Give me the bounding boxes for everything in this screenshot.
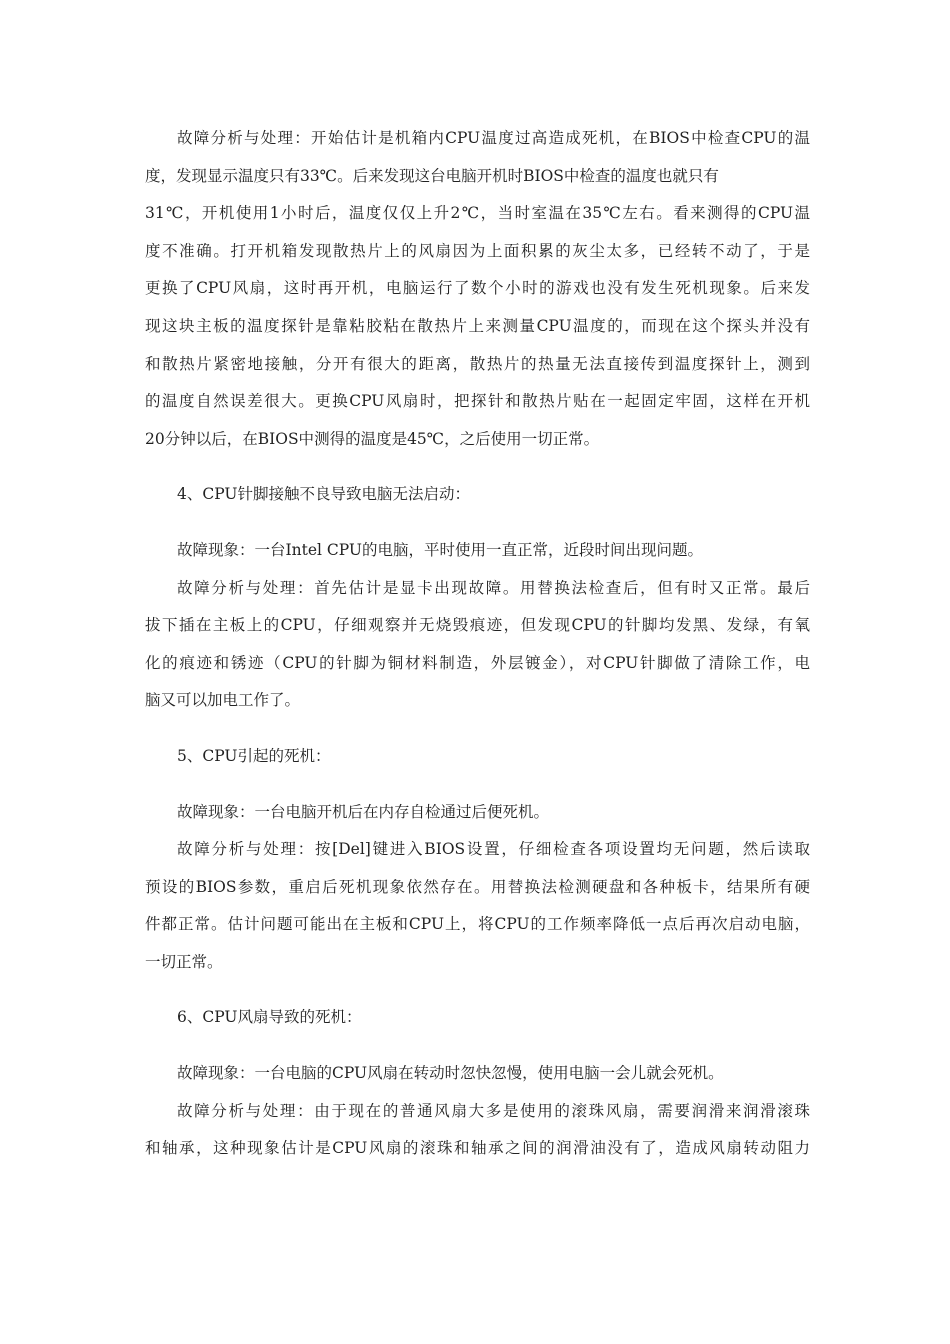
text-line: 件都正常。估计问题可能出在主板和CPU上，将CPU的工作频率降低一点后再次启动电脑， (145, 915, 810, 934)
paragraph-gap (145, 514, 810, 532)
text-line: 5、CPU引起的死机： (177, 746, 331, 765)
text-line: 拔下插在主板上的CPU，仔细观察并无烧毁痕迹，但发现CPU的针脚均发黑、发绿，有氧 (145, 616, 810, 635)
text-line: 现这块主板的温度探针是靠粘胶粘在散热片上来测量CPU温度的，而现在这个探头并没有 (145, 316, 810, 335)
text-line: 故障现象：一台电脑开机后在内存自检通过后便死机。 (177, 802, 550, 821)
text-line: 故障分析与处理：首先估计是显卡出现故障。用替换法检查后，但有时又正常。最后 (177, 578, 810, 597)
paragraph-gap (145, 1037, 810, 1055)
text-line: 和轴承，这种现象估计是CPU风扇的滚珠和轴承之间的润滑油没有了，造成风扇转动阻力 (145, 1139, 810, 1158)
text-line: 20分钟以后，在BIOS中测得的温度是45℃，之后使用一切正常。 (145, 429, 600, 448)
text-line: 一切正常。 (145, 952, 223, 971)
text-line: 化的痕迹和锈迹（CPU的针脚为铜材料制造，外层镀金），对CPU针脚做了清除工作，电 (145, 653, 810, 672)
text-line: 故障现象：一台Intel CPU的电脑，平时使用一直正常，近段时间出现问题。 (177, 540, 703, 559)
text-line: 6、CPU风扇导致的死机： (177, 1008, 362, 1027)
paragraph-gap (145, 981, 810, 999)
text-line: 故障分析与处理：按[Del]键进入BIOS设置，仔细检查各项设置均无问题，然后读取 (177, 840, 810, 859)
text-line: 和散热片紧密地接触，分开有很大的距离，散热片的热量无法直接传到温度探针上，测到 (145, 354, 810, 373)
text-line: 故障分析与处理：开始估计是机箱内CPU温度过高造成死机，在BIOS中检查CPU的温 (177, 129, 810, 147)
text-line: 的温度自然误差很大。更换CPU风扇时，把探针和散热片贴在一起固定牢固，这样在开机 (145, 392, 810, 411)
text-line: 度，发现显示温度只有33℃。后来发现这台电脑开机时BIOS中检查的温度也就只有 (145, 166, 719, 185)
paragraph-gap (145, 458, 810, 476)
text-line: 预设的BIOS参数，重启后死机现象依然存在。用替换法检测硬盘和各种板卡，结果所有硬 (145, 877, 810, 896)
document-body (145, 120, 810, 1168)
paragraph-gap (145, 720, 810, 738)
text-line: 故障分析与处理：由于现在的普通风扇大多是使用的滚珠风扇，需要润滑来润滑滚珠 (177, 1101, 810, 1120)
text-line: 4、CPU针脚接触不良导致电脑无法启动： (177, 485, 470, 504)
text-line: 31℃，开机使用1小时后，温度仅仅上升2℃，当时室温在35℃左右。看来测得的CPU温 (145, 204, 810, 223)
text-line: 度不准确。打开机箱发现散热片上的风扇因为上面积累的灰尘太多，已经转不动了，于是 (145, 241, 810, 260)
text-line: 故障现象：一台电脑的CPU风扇在转动时忽快忽慢，使用电脑一会儿就会死机。 (177, 1064, 724, 1083)
paragraph-gap (145, 776, 810, 794)
text-line: 脑又可以加电工作了。 (145, 691, 301, 710)
text-line: 更换了CPU风扇，这时再开机，电脑运行了数个小时的游戏也没有发生死机现象。后来发 (145, 279, 810, 298)
